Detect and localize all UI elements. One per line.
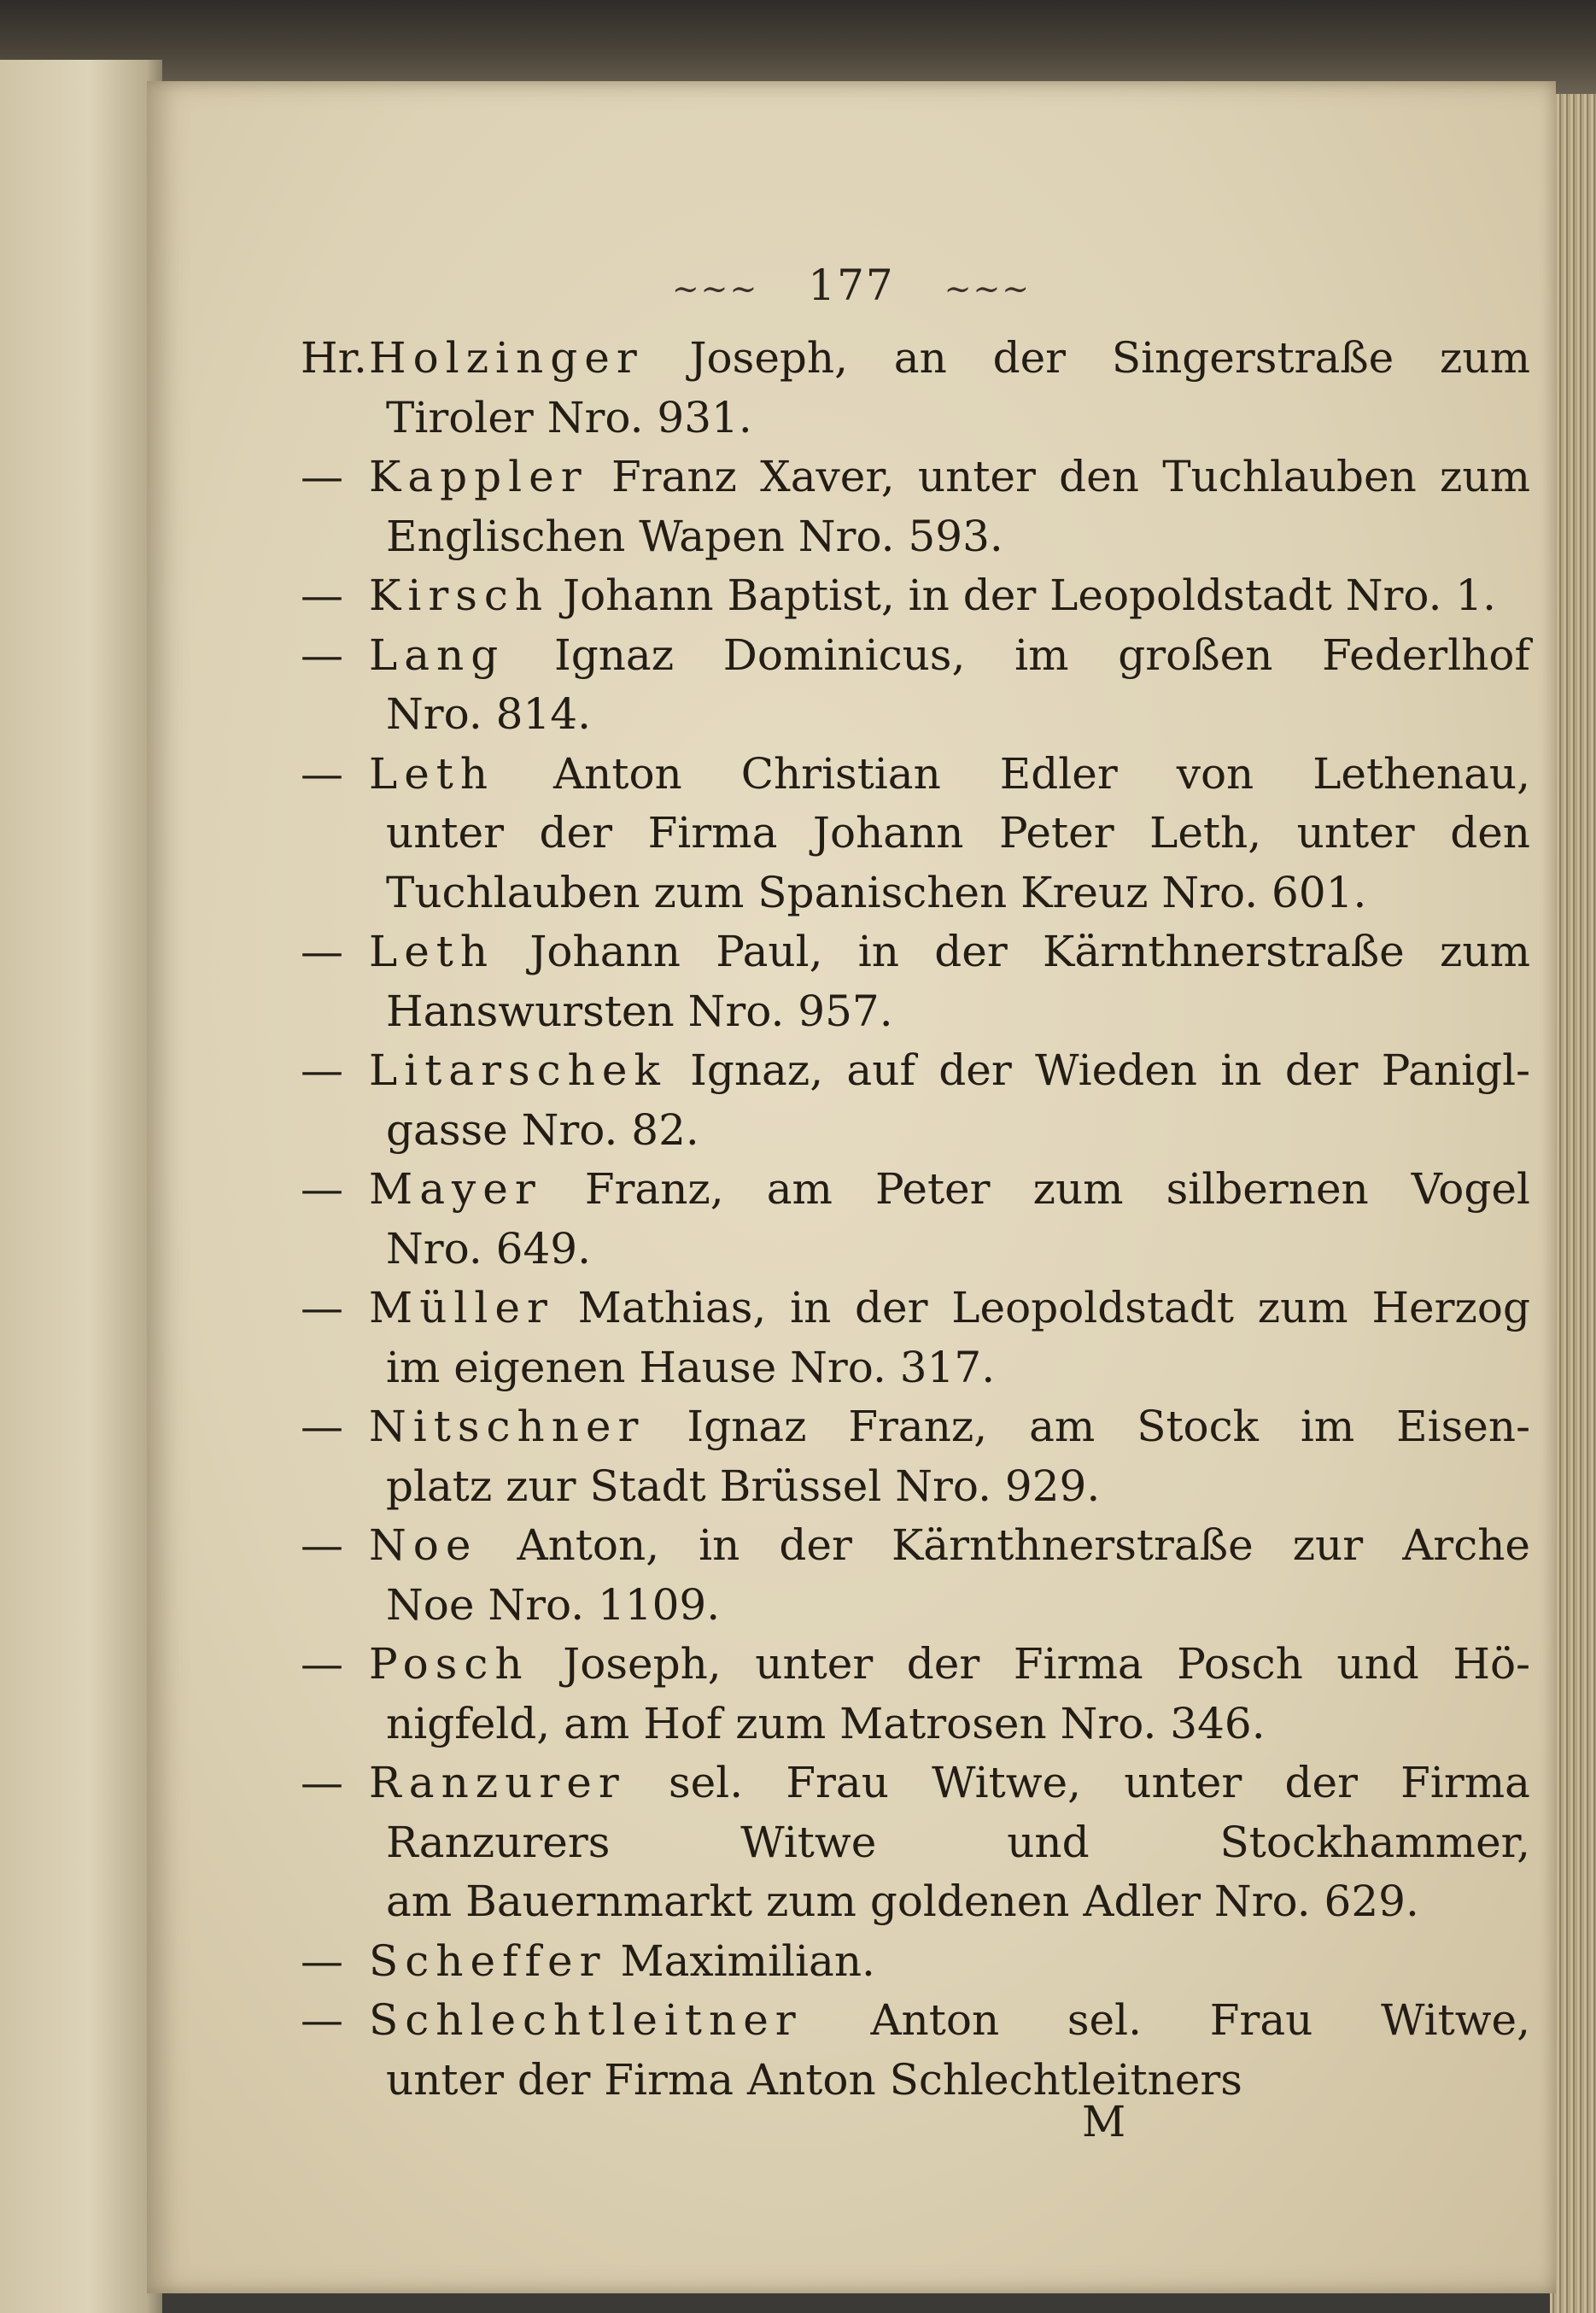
book-spine-top (0, 0, 1596, 94)
entry-prefix: — (301, 1283, 343, 1332)
entry-continuation-line: am Bauernmarkt zum goldenen Adler Nro. 629. (386, 1877, 1419, 1926)
entry-prefix: — (301, 629, 343, 680)
entry-first-line (301, 1279, 1530, 1338)
entry-text: Anton sel. Frau Witwe, (870, 1995, 1530, 2045)
entry-name: Scheffer (369, 1935, 607, 1986)
entry-prefix: — (301, 1520, 343, 1570)
entry-first-line (301, 626, 1530, 686)
entry-text: Johann Paul, in der Kärnthnerstraße zum (529, 927, 1530, 976)
entry-first-line (301, 566, 1530, 626)
entry-name: Noe (369, 1520, 478, 1570)
entry-name: Lang (369, 629, 506, 680)
left-page-edge (0, 60, 162, 2313)
entry-name: Ranzurer (369, 1758, 626, 1807)
entry-first-line (301, 329, 1530, 389)
entry-text: Joseph, unter der Firma Posch und Hö- (563, 1639, 1530, 1689)
entry-continuation-line: im eigenen Hause Nro. 317. (386, 1342, 996, 1392)
entry-continuation-line: unter der Firma Johann Peter Leth, unter den (386, 808, 1530, 858)
entry-continuation-line: Ranzurers Witwe und Stockhammer, (386, 1817, 1530, 1867)
entry-first-line (301, 1516, 1530, 1576)
entry-continuation-line: Tiroler Nro. 931. (386, 392, 752, 442)
entry-prefix: — (301, 1995, 343, 2045)
entry-continuation-line: Nro. 814. (386, 689, 591, 739)
catchword: M (1082, 2097, 1126, 2146)
entry-first-line (301, 922, 1530, 982)
entry-prefix: — (301, 1402, 343, 1451)
entry-text: Ignaz Dominicus, im großen Federlhof (553, 629, 1530, 680)
entry-name: Posch (369, 1639, 529, 1689)
entry-first-line (301, 1160, 1530, 1220)
entry-prefix: — (301, 927, 343, 976)
entry-continuation-line: nigfeld, am Hof zum Matrosen Nro. 346. (386, 1698, 1266, 1748)
page-header (147, 261, 1556, 310)
entry-prefix: — (301, 452, 343, 501)
entry-name: Kirsch (369, 571, 550, 620)
entry-name: Nitschner (369, 1402, 646, 1451)
entry-first-line (301, 1635, 1530, 1695)
entry-name: Mayer (369, 1164, 542, 1214)
entry-name: Holzinger (369, 333, 644, 383)
entry-text: sel. Frau Witwe, unter der Firma (668, 1758, 1530, 1807)
entry-prefix: — (301, 1164, 343, 1214)
ornament-right: ~~~ (944, 270, 1032, 307)
ornament-left: ~~~ (671, 270, 759, 307)
entry-text: Johann Baptist, in der Leopoldstadt Nro. 1. (563, 571, 1497, 620)
entry-continuation-line: Hanswursten Nro. 957. (386, 986, 893, 1036)
entry-text: Franz, am Peter zum silbernen Vogel (584, 1164, 1530, 1214)
entry-prefix: — (301, 1758, 343, 1807)
entry-continuation-line: Nro. 649. (386, 1223, 591, 1274)
entry-text: Anton Christian Edler von Lethenau, (553, 748, 1530, 799)
entry-name: Kappler (369, 452, 588, 501)
entry-prefix: — (301, 748, 343, 799)
entry-continuation-line: Noe Nro. 1109. (386, 1579, 721, 1630)
entry-continuation-line: Tuchlauben zum Spanischen Kreuz Nro. 601. (386, 867, 1367, 917)
entry-first-line (301, 1397, 1530, 1457)
entry-continuation-line: platz zur Stadt Brüssel Nro. 929. (386, 1461, 1101, 1511)
entry-continuation-line: gasse Nro. 82. (386, 1104, 699, 1155)
entry-text: Anton, in der Kärnthnerstraße zur Arche (517, 1520, 1531, 1570)
entry-continuation-line: Englischen Wapen Nro. 593. (386, 511, 1003, 561)
entry-prefix: — (301, 1639, 343, 1689)
entry-prefix: Hr. (301, 333, 367, 383)
entry-prefix: — (301, 571, 343, 620)
entry-text: Ignaz Franz, am Stock im Eisen- (687, 1402, 1530, 1451)
entry-first-line (301, 1932, 1530, 1992)
entry-first-line (301, 1991, 1530, 2051)
entry-text: Franz Xaver, unter den Tuchlauben zum (611, 452, 1530, 501)
entry-prefix: — (301, 1935, 343, 1986)
entry-text: Mathias, in der Leopoldstadt zum Herzog (577, 1283, 1530, 1332)
entry-text: Ignaz, auf der Wieden in der Panigl- (690, 1045, 1530, 1095)
entry-first-line (301, 448, 1530, 507)
entry-name: Leth (369, 927, 495, 976)
entry-continuation-line: unter der Firma Anton Schlechtleitners (386, 2054, 1242, 2105)
entry-name: Litarschek (369, 1045, 667, 1095)
page-number: 177 (808, 261, 895, 310)
entry-prefix: — (301, 1045, 343, 1095)
entry-first-line (301, 745, 1530, 805)
entry-name: Leth (369, 748, 495, 799)
entry-first-line (301, 1754, 1530, 1813)
entry-name: Müller (369, 1283, 554, 1332)
entry-text: Maximilian. (620, 1935, 875, 1986)
book-page (147, 81, 1556, 2293)
entry-list (301, 329, 1530, 2110)
entry-text: Joseph, an der Singerstraße zum (689, 333, 1530, 383)
right-page-edges (1550, 94, 1596, 2313)
entry-first-line (301, 1041, 1530, 1101)
entry-name: Schlechtleitner (369, 1995, 803, 2045)
